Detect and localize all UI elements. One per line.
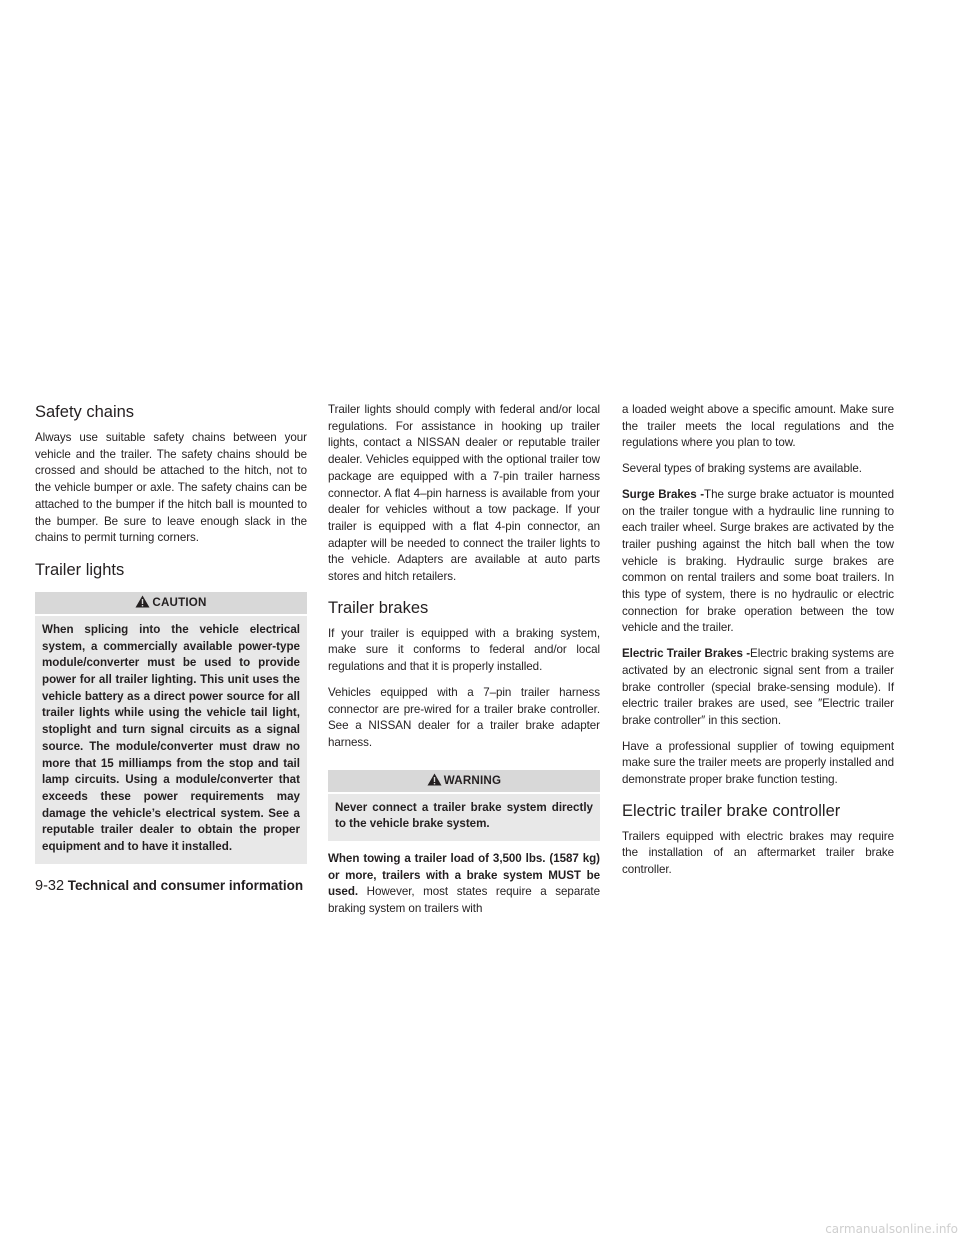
brake-controller-text: Trailers equipped with electric brakes may require the installation of an aftermarket trailer brake controller. xyxy=(622,829,894,877)
trailer-lights-text: Trailer lights should comply with federal and/or local regulations. For assistance in hooking up trailer lights, contact a NISSAN dealer or reputable trailer dealer. Vehicles equipped with the optional trailer tow package are equipped with a 7-pin trailer harness connector. A flat 4–pin harness is available from your dealer for vehicles without a tow package. If your trailer is equipped with a flat 4-pin connector, an adapter will be needed to connect the trailer lights to the vehicle. Adapters are available at auto parts stores and hitch retailers. xyxy=(328,403,600,584)
towing-load-rest: However, most states require a separate braking system on trailers with xyxy=(328,885,600,916)
caution-header xyxy=(35,592,307,614)
warning-label: WARNING xyxy=(443,773,502,787)
warning-box xyxy=(328,770,600,841)
page-number: 9-32 xyxy=(35,878,65,894)
surge-brakes-text xyxy=(622,487,894,637)
surge-brakes-label: Surge Brakes - xyxy=(622,487,705,501)
safety-chains-text: Always use suitable safety chains between your vehicle and the trailer. The safety chains should be crossed and should be attached to the hitch, not to the vehicle bumper or axle. The safety chains can be attached to the bumper if the hitch ball is mounted to the bumper. Be sure to leave enough slack in the chains to permit turning corners. xyxy=(35,431,307,545)
safety-chains-heading: Safety chains xyxy=(35,403,135,421)
trailer-brakes-text-2: Vehicles equipped with a 7–pin trailer harness connector are pre-wired for a trailer brake controller. See a NISSAN dealer for a trailer brake adapter harness. xyxy=(328,685,600,749)
section-title: Technical and consumer information xyxy=(67,878,304,893)
towing-load-text xyxy=(328,851,600,918)
page-footer xyxy=(35,878,303,894)
trailer-brakes-text-1: If your trailer is equipped with a braking system, make sure it conforms to federal and/or local regulations and that it is properly installed. xyxy=(328,626,600,674)
electric-brakes-text xyxy=(622,646,894,730)
caution-box xyxy=(35,592,307,864)
warning-text: Never connect a trailer brake system directly to the vehicle brake system. xyxy=(328,794,600,841)
column-1 xyxy=(35,402,307,874)
continued-text: a loaded weight above a specific amount. Make sure the trailer meets the local regulations and the regulations where you plan to tow. xyxy=(622,403,894,450)
electric-brakes-description: Electric braking systems are activated by an electronic signal sent from a trailer brake controller (special brake-sensing module). If electric trailer brakes are used, see ″Electric trailer brake controller″ in this section. xyxy=(622,647,894,727)
trailer-lights-heading: Trailer lights xyxy=(35,560,125,579)
column-3 xyxy=(622,402,894,888)
watermark: carmanualsonline.info xyxy=(825,1222,958,1236)
brake-types-text: Several types of braking systems are available. xyxy=(622,462,862,476)
professional-supplier-text: Have a professional supplier of towing equipment make sure the trailer meets are properly installed and demonstrate proper brake function testing. xyxy=(622,739,894,787)
warning-triangle-icon xyxy=(427,773,442,786)
warning-header xyxy=(328,770,600,792)
column-2 xyxy=(328,402,600,927)
trailer-brakes-heading: Trailer brakes xyxy=(328,598,429,617)
surge-brakes-description: The surge brake actuator is mounted on the trailer tongue with a hydraulic line running to each trailer wheel. Surge brakes are activated by the trailer pushing against the hitch ball when the tow vehicle is braking. Hydraulic surge brakes are common on rental trailers and some boat trailers. In this type of system, there is no hydraulic or electric connection for brake operation between the tow vehicle and the trailer. xyxy=(622,487,894,635)
electric-brakes-label: Electric Trailer Brakes - xyxy=(622,647,751,661)
brake-controller-heading: Electric trailer brake controller xyxy=(622,801,841,820)
warning-triangle-icon xyxy=(135,595,150,608)
towing-load-bold: When towing a trailer load of 3,500 lbs. (1587 kg) or more, trailers with a brake system MUST be used. xyxy=(328,852,600,899)
caution-label: CAUTION xyxy=(152,595,207,609)
caution-text: When splicing into the vehicle electrical system, a commercially available power-type module/converter must be used to provide power for all trailer lighting. This unit uses the vehicle battery as a direct power source for all trailer lights while using the vehicle tail light, stoplight and turn signal circuits as a signal source. The module/converter must draw no more that 15 milliamps from the stop and tail lamp circuits. Using a module/converter that exceeds these power requirements may damage the vehicle’s electrical system. See a reputable trailer dealer to obtain the proper equipment and to have it installed. xyxy=(35,616,307,864)
